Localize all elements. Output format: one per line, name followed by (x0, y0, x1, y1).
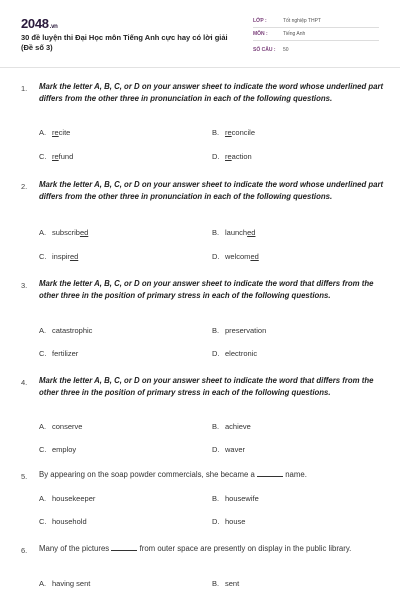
option-text: catastrophic (52, 326, 93, 335)
option-text: housewife (225, 494, 259, 503)
option-text: preservation (225, 326, 267, 335)
option-letter: D. (212, 349, 220, 358)
option-text: having sent (52, 579, 91, 588)
question-text: Mark the letter A, B, C, or D on your answer sheet to indicate the word that differs from the other three in the position of primary stress in each of the following questions. (39, 279, 374, 300)
option-letter: A. (39, 579, 47, 588)
word-part: inspir (52, 252, 70, 261)
option-a[interactable] (39, 494, 95, 503)
option-text: house (225, 517, 246, 526)
option-letter: C. (39, 445, 47, 454)
option-text: household (52, 517, 87, 526)
option-letter: C. (39, 517, 47, 526)
question-text: Mark the letter A, B, C, or D on your answer sheet to indicate the word that differs from the other three in the position of primary stress in each of the following questions. (39, 376, 374, 397)
option-letter: D. (212, 517, 220, 526)
option-a[interactable] (39, 326, 92, 335)
word-part: fund (58, 152, 74, 161)
word-part: cite (58, 128, 71, 137)
option-d[interactable] (212, 152, 252, 161)
underlined-part: ed (250, 252, 259, 261)
answer-blank[interactable] (257, 469, 283, 477)
divider (253, 40, 379, 41)
option-text: conserve (52, 422, 83, 431)
option-letter: A. (39, 326, 47, 335)
underlined-part: re (52, 152, 59, 161)
option-letter: C. (39, 349, 47, 358)
option-letter: B. (212, 128, 220, 137)
brand-suffix: .vn (49, 24, 58, 30)
option-letter: D. (212, 445, 220, 454)
option-text: housekeeper (52, 494, 96, 503)
option-b[interactable] (212, 228, 255, 237)
option-letter: B. (212, 326, 220, 335)
underlined-part: re (225, 152, 232, 161)
option-c[interactable] (39, 445, 76, 454)
word-part: action (231, 152, 252, 161)
option-a[interactable] (39, 422, 82, 431)
text-before: Many of the pictures (39, 544, 110, 553)
question-text (39, 543, 384, 555)
option-text: electronic (225, 349, 258, 358)
option-b[interactable] (212, 128, 255, 137)
underlined-part: re (52, 128, 59, 137)
question-number: 3. (21, 281, 28, 290)
brand-name: 2048 (21, 16, 49, 31)
word-part: launch (225, 228, 248, 237)
option-c[interactable] (39, 517, 87, 526)
question-number: 1. (21, 84, 28, 93)
brand-logo[interactable] (21, 16, 58, 31)
text-before: By appearing on the soap powder commercials, she became a (39, 470, 255, 479)
info-value: 50 (283, 47, 289, 53)
question-number: 2. (21, 182, 28, 191)
option-c[interactable] (39, 349, 78, 358)
title-line: 30 đề luyện thi Đại Học môn Tiếng Anh cực hay có lời giải (21, 33, 228, 42)
info-value: Tốt nghiệp THPT (283, 18, 321, 24)
option-b[interactable] (212, 422, 251, 431)
question-text (39, 469, 384, 481)
underlined-part: ed (79, 228, 89, 237)
underlined-part: ed (247, 228, 256, 237)
option-a[interactable] (39, 579, 90, 588)
option-text: employ (52, 445, 77, 454)
option-text: sent (225, 579, 240, 588)
option-d[interactable] (212, 349, 257, 358)
option-a[interactable] (39, 228, 88, 237)
question-number: 6. (21, 546, 28, 555)
option-c[interactable] (39, 152, 73, 161)
option-b[interactable] (212, 494, 259, 503)
option-letter: A. (39, 494, 47, 503)
info-key: MÔN : (253, 31, 268, 37)
option-letter: A. (39, 422, 47, 431)
question-text: Mark the letter A, B, C, or D on your answer sheet to indicate the word whose underlined part differs from the other three in pronunciation in each of the following questions. (39, 180, 384, 201)
question-number: 5. (21, 472, 28, 481)
word-part: welcom (225, 252, 251, 261)
option-letter: C. (39, 252, 47, 261)
divider (253, 27, 379, 28)
underlined-part: ed (69, 252, 79, 261)
option-text: fertilizer (52, 349, 79, 358)
info-value: Tiếng Anh (283, 31, 306, 37)
info-key: LỚP : (253, 18, 267, 24)
option-letter: D. (212, 252, 220, 261)
header-divider (0, 67, 400, 68)
option-a[interactable] (39, 128, 70, 137)
answer-blank[interactable] (111, 543, 137, 551)
option-letter: B. (212, 494, 220, 503)
option-d[interactable] (212, 517, 245, 526)
option-letter: B. (212, 228, 220, 237)
subtitle-line: (Đề số 3) (21, 43, 53, 52)
option-letter: C. (39, 152, 47, 161)
option-letter: A. (39, 228, 47, 237)
word-part: subscrib (52, 228, 80, 237)
option-d[interactable] (212, 252, 259, 261)
document-title (21, 33, 236, 53)
text-after: name. (285, 470, 307, 479)
text-after: from outer space are presently on display in the public library. (139, 544, 352, 553)
option-d[interactable] (212, 445, 245, 454)
option-letter: D. (212, 152, 220, 161)
question-number: 4. (21, 378, 28, 387)
option-text: waver (225, 445, 246, 454)
header (0, 0, 400, 70)
option-letter: A. (39, 128, 47, 137)
option-text: achieve (225, 422, 251, 431)
word-part: concile (231, 128, 256, 137)
option-b[interactable] (212, 579, 239, 588)
option-letter: B. (212, 422, 220, 431)
option-b[interactable] (212, 326, 266, 335)
underlined-part: re (225, 128, 232, 137)
info-key: SỐ CÂU : (253, 47, 276, 53)
option-letter: B. (212, 579, 220, 588)
option-c[interactable] (39, 252, 78, 261)
question-text: Mark the letter A, B, C, or D on your answer sheet to indicate the word whose underlined part differs from the other three in pronunciation in each of the following questions. (39, 82, 384, 103)
